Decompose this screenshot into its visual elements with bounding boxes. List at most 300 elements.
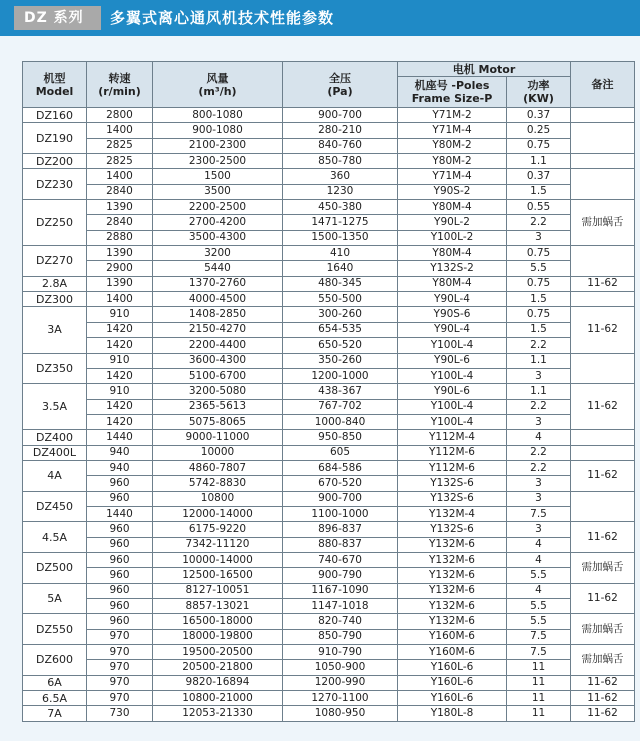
- speed-cell: 940: [87, 445, 153, 460]
- column-header-speed-unit: (r/min): [98, 84, 141, 98]
- pressure-cell: 1500-1350: [283, 230, 398, 245]
- frame-cell: Y71M-4: [398, 123, 507, 138]
- table-row: [23, 568, 635, 583]
- model-cell: DZ550: [23, 614, 87, 645]
- column-header-power: [507, 77, 571, 108]
- frame-cell: Y132S-2: [398, 261, 507, 276]
- power-cell: 7.5: [507, 506, 571, 521]
- airflow-cell: 800-1080: [153, 108, 283, 123]
- pressure-cell: 684-586: [283, 460, 398, 475]
- remark-cell: 11-62: [571, 307, 635, 353]
- model-cell: 4A: [23, 460, 87, 491]
- table-row: [23, 307, 635, 322]
- pressure-cell: 1147-1018: [283, 599, 398, 614]
- speed-cell: 730: [87, 706, 153, 721]
- table-row: [23, 522, 635, 537]
- header-bar: [0, 0, 640, 36]
- power-cell: 3: [507, 491, 571, 506]
- table-row: [23, 384, 635, 399]
- column-header-frame-en: Frame Size-P: [411, 92, 493, 105]
- pressure-cell: 1000-840: [283, 414, 398, 429]
- airflow-cell: 8857-13021: [153, 599, 283, 614]
- power-cell: 0.37: [507, 108, 571, 123]
- airflow-cell: 5075-8065: [153, 414, 283, 429]
- spec-table-container: [22, 61, 635, 722]
- table-row: [23, 123, 635, 138]
- spec-table: [22, 61, 635, 722]
- remark-cell: 11-62: [571, 706, 635, 721]
- power-cell: 1.5: [507, 292, 571, 307]
- model-cell: DZ600: [23, 645, 87, 676]
- pressure-cell: 820-740: [283, 614, 398, 629]
- model-cell: 7A: [23, 706, 87, 721]
- airflow-cell: 12000-14000: [153, 506, 283, 521]
- frame-cell: Y100L-4: [398, 399, 507, 414]
- table-row: [23, 338, 635, 353]
- speed-cell: 1420: [87, 322, 153, 337]
- frame-cell: Y160M-6: [398, 645, 507, 660]
- model-cell: 2.8A: [23, 276, 87, 291]
- frame-cell: Y80M-2: [398, 154, 507, 169]
- power-cell: 3: [507, 522, 571, 537]
- table-row: [23, 460, 635, 475]
- power-cell: 1.1: [507, 353, 571, 368]
- speed-cell: 960: [87, 583, 153, 598]
- airflow-cell: 4000-4500: [153, 292, 283, 307]
- frame-cell: Y132M-4: [398, 506, 507, 521]
- column-header-model: [23, 62, 87, 108]
- pressure-cell: 438-367: [283, 384, 398, 399]
- airflow-cell: 3500: [153, 184, 283, 199]
- airflow-cell: 12500-16500: [153, 568, 283, 583]
- frame-cell: Y80M-2: [398, 138, 507, 153]
- airflow-cell: 3500-4300: [153, 230, 283, 245]
- column-header-airflow: [153, 62, 283, 108]
- airflow-cell: 2100-2300: [153, 138, 283, 153]
- airflow-cell: 6175-9220: [153, 522, 283, 537]
- power-cell: 5.5: [507, 599, 571, 614]
- power-cell: 7.5: [507, 645, 571, 660]
- table-row: [23, 215, 635, 230]
- speed-cell: 2840: [87, 184, 153, 199]
- pressure-cell: 410: [283, 246, 398, 261]
- table-row: [23, 200, 635, 215]
- table-row: [23, 629, 635, 644]
- frame-cell: Y71M-2: [398, 108, 507, 123]
- frame-cell: Y71M-4: [398, 169, 507, 184]
- speed-cell: 910: [87, 307, 153, 322]
- power-cell: 0.25: [507, 123, 571, 138]
- pressure-cell: 1640: [283, 261, 398, 276]
- airflow-cell: 2700-4200: [153, 215, 283, 230]
- table-row: [23, 476, 635, 491]
- remark-cell: 需加蜗舌: [571, 614, 635, 645]
- speed-cell: 960: [87, 614, 153, 629]
- power-cell: 2.2: [507, 215, 571, 230]
- table-row: [23, 445, 635, 460]
- power-cell: 4: [507, 583, 571, 598]
- speed-cell: 960: [87, 522, 153, 537]
- frame-cell: Y90S-6: [398, 307, 507, 322]
- speed-cell: 960: [87, 537, 153, 552]
- model-cell: DZ160: [23, 108, 87, 123]
- power-cell: 0.75: [507, 138, 571, 153]
- remark-cell: 11-62: [571, 276, 635, 291]
- power-cell: 2.2: [507, 399, 571, 414]
- airflow-cell: 5440: [153, 261, 283, 276]
- speed-cell: 970: [87, 675, 153, 690]
- airflow-cell: 8127-10051: [153, 583, 283, 598]
- speed-cell: 960: [87, 476, 153, 491]
- model-cell: 3A: [23, 307, 87, 353]
- pressure-cell: 950-850: [283, 430, 398, 445]
- airflow-cell: 2150-4270: [153, 322, 283, 337]
- airflow-cell: 18000-19800: [153, 629, 283, 644]
- airflow-cell: 9820-16894: [153, 675, 283, 690]
- pressure-cell: 1080-950: [283, 706, 398, 721]
- pressure-cell: 1471-1275: [283, 215, 398, 230]
- speed-cell: 1390: [87, 276, 153, 291]
- remark-cell: [571, 445, 635, 460]
- column-header-model-cn: 机型: [43, 71, 66, 85]
- airflow-cell: 5100-6700: [153, 368, 283, 383]
- table-row: [23, 368, 635, 383]
- speed-cell: 960: [87, 599, 153, 614]
- pressure-cell: 1167-1090: [283, 583, 398, 598]
- model-cell: DZ400: [23, 430, 87, 445]
- frame-cell: Y112M-6: [398, 445, 507, 460]
- pressure-cell: 350-260: [283, 353, 398, 368]
- power-cell: 2.2: [507, 338, 571, 353]
- power-cell: 11: [507, 706, 571, 721]
- pressure-cell: 670-520: [283, 476, 398, 491]
- series-label: DZ 系列: [14, 6, 101, 30]
- table-header: [23, 62, 635, 108]
- airflow-cell: 10800-21000: [153, 691, 283, 706]
- frame-cell: Y132M-6: [398, 568, 507, 583]
- model-cell: 4.5A: [23, 522, 87, 553]
- speed-cell: 1440: [87, 506, 153, 521]
- column-header-power-cn: 功率: [527, 79, 550, 92]
- model-cell: DZ270: [23, 246, 87, 277]
- airflow-cell: 3200-5080: [153, 384, 283, 399]
- speed-cell: 1390: [87, 246, 153, 261]
- remark-cell: 11-62: [571, 691, 635, 706]
- remark-cell: [571, 353, 635, 384]
- frame-cell: Y160L-6: [398, 660, 507, 675]
- airflow-cell: 5742-8830: [153, 476, 283, 491]
- power-cell: 2.2: [507, 445, 571, 460]
- pressure-cell: 767-702: [283, 399, 398, 414]
- power-cell: 1.5: [507, 322, 571, 337]
- power-cell: 1.1: [507, 154, 571, 169]
- table-row: [23, 660, 635, 675]
- speed-cell: 2825: [87, 138, 153, 153]
- remark-cell: 11-62: [571, 522, 635, 553]
- table-row: [23, 583, 635, 598]
- column-header-speed: [87, 62, 153, 108]
- power-cell: 1.5: [507, 184, 571, 199]
- frame-cell: Y132S-6: [398, 476, 507, 491]
- power-cell: 3: [507, 414, 571, 429]
- frame-cell: Y100L-2: [398, 230, 507, 245]
- frame-cell: Y100L-4: [398, 414, 507, 429]
- speed-cell: 1400: [87, 123, 153, 138]
- table-row: [23, 691, 635, 706]
- speed-cell: 940: [87, 460, 153, 475]
- table-row: [23, 430, 635, 445]
- speed-cell: 910: [87, 384, 153, 399]
- speed-cell: 960: [87, 491, 153, 506]
- table-row: [23, 292, 635, 307]
- frame-cell: Y132S-6: [398, 491, 507, 506]
- pressure-cell: 480-345: [283, 276, 398, 291]
- remark-cell: [571, 154, 635, 169]
- pressure-cell: 900-700: [283, 108, 398, 123]
- table-row: [23, 599, 635, 614]
- speed-cell: 970: [87, 691, 153, 706]
- pressure-cell: 1200-1000: [283, 368, 398, 383]
- table-row: [23, 230, 635, 245]
- pressure-cell: 910-790: [283, 645, 398, 660]
- power-cell: 0.55: [507, 200, 571, 215]
- airflow-cell: 1408-2850: [153, 307, 283, 322]
- airflow-cell: 3200: [153, 246, 283, 261]
- airflow-cell: 2200-4400: [153, 338, 283, 353]
- speed-cell: 2900: [87, 261, 153, 276]
- frame-cell: Y90L-2: [398, 215, 507, 230]
- airflow-cell: 19500-20500: [153, 645, 283, 660]
- frame-cell: Y132M-6: [398, 583, 507, 598]
- airflow-cell: 1370-2760: [153, 276, 283, 291]
- power-cell: 11: [507, 660, 571, 675]
- power-cell: 3: [507, 230, 571, 245]
- frame-cell: Y90L-4: [398, 292, 507, 307]
- column-header-remark: 备注: [571, 62, 635, 108]
- airflow-cell: 10000: [153, 445, 283, 460]
- pressure-cell: 550-500: [283, 292, 398, 307]
- page-title: 多翼式离心通风机技术性能参数: [110, 9, 335, 27]
- table-row: [23, 184, 635, 199]
- speed-cell: 2880: [87, 230, 153, 245]
- power-cell: 3: [507, 476, 571, 491]
- speed-cell: 1400: [87, 169, 153, 184]
- table-row: [23, 537, 635, 552]
- table-row: [23, 506, 635, 521]
- airflow-cell: 2200-2500: [153, 200, 283, 215]
- power-cell: 0.37: [507, 169, 571, 184]
- frame-cell: Y132M-6: [398, 537, 507, 552]
- speed-cell: 1420: [87, 414, 153, 429]
- column-header-pressure: [283, 62, 398, 108]
- table-row: [23, 261, 635, 276]
- pressure-cell: 740-670: [283, 552, 398, 567]
- column-header-frame: [398, 77, 507, 108]
- speed-cell: 1420: [87, 338, 153, 353]
- frame-cell: Y90L-6: [398, 353, 507, 368]
- frame-cell: Y132M-6: [398, 614, 507, 629]
- airflow-cell: 3600-4300: [153, 353, 283, 368]
- pressure-cell: 900-700: [283, 491, 398, 506]
- power-cell: 4: [507, 430, 571, 445]
- model-cell: DZ250: [23, 200, 87, 246]
- table-row: [23, 322, 635, 337]
- power-cell: 2.2: [507, 460, 571, 475]
- table-row: [23, 154, 635, 169]
- table-row: [23, 138, 635, 153]
- frame-cell: Y100L-4: [398, 338, 507, 353]
- column-header-airflow-unit: (m³/h): [198, 84, 237, 98]
- frame-cell: Y112M-4: [398, 430, 507, 445]
- remark-cell: 11-62: [571, 583, 635, 614]
- power-cell: 11: [507, 675, 571, 690]
- pressure-cell: 900-790: [283, 568, 398, 583]
- speed-cell: 970: [87, 645, 153, 660]
- model-cell: DZ450: [23, 491, 87, 522]
- remark-cell: [571, 491, 635, 522]
- remark-cell: [571, 430, 635, 445]
- column-header-airflow-cn: 风量: [206, 71, 229, 85]
- pressure-cell: 605: [283, 445, 398, 460]
- airflow-cell: 2365-5613: [153, 399, 283, 414]
- pressure-cell: 654-535: [283, 322, 398, 337]
- remark-cell: [571, 246, 635, 277]
- speed-cell: 2800: [87, 108, 153, 123]
- remark-cell: 11-62: [571, 675, 635, 690]
- table-row: [23, 414, 635, 429]
- power-cell: 3: [507, 368, 571, 383]
- table-row: [23, 169, 635, 184]
- frame-cell: Y90L-6: [398, 384, 507, 399]
- airflow-cell: 2300-2500: [153, 154, 283, 169]
- model-cell: 6.5A: [23, 691, 87, 706]
- frame-cell: Y160M-6: [398, 629, 507, 644]
- remark-cell: 需加蜗舌: [571, 200, 635, 246]
- airflow-cell: 900-1080: [153, 123, 283, 138]
- speed-cell: 1400: [87, 292, 153, 307]
- pressure-cell: 360: [283, 169, 398, 184]
- pressure-cell: 1200-990: [283, 675, 398, 690]
- speed-cell: 970: [87, 629, 153, 644]
- table-row: [23, 276, 635, 291]
- speed-cell: 960: [87, 552, 153, 567]
- frame-cell: Y90S-2: [398, 184, 507, 199]
- speed-cell: 2825: [87, 154, 153, 169]
- airflow-cell: 12053-21330: [153, 706, 283, 721]
- model-cell: DZ500: [23, 552, 87, 583]
- power-cell: 7.5: [507, 629, 571, 644]
- table-row: [23, 353, 635, 368]
- column-header-speed-cn: 转速: [108, 71, 131, 85]
- frame-cell: Y80M-4: [398, 200, 507, 215]
- airflow-cell: 20500-21800: [153, 660, 283, 675]
- pressure-cell: 300-260: [283, 307, 398, 322]
- power-cell: 0.75: [507, 307, 571, 322]
- power-cell: 4: [507, 552, 571, 567]
- frame-cell: Y80M-4: [398, 276, 507, 291]
- frame-cell: Y132M-6: [398, 552, 507, 567]
- speed-cell: 2840: [87, 215, 153, 230]
- airflow-cell: 1500: [153, 169, 283, 184]
- column-header-motor: 电机 Motor: [398, 62, 571, 77]
- pressure-cell: 850-790: [283, 629, 398, 644]
- pressure-cell: 1100-1000: [283, 506, 398, 521]
- table-row: [23, 552, 635, 567]
- speed-cell: 910: [87, 353, 153, 368]
- frame-cell: Y160L-6: [398, 691, 507, 706]
- column-header-pressure-cn: 全压: [329, 71, 351, 85]
- model-cell: DZ230: [23, 169, 87, 200]
- pressure-cell: 450-380: [283, 200, 398, 215]
- speed-cell: 970: [87, 660, 153, 675]
- airflow-cell: 7342-11120: [153, 537, 283, 552]
- frame-cell: Y80M-4: [398, 246, 507, 261]
- table-row: [23, 614, 635, 629]
- power-cell: 11: [507, 691, 571, 706]
- remark-cell: [571, 123, 635, 154]
- frame-cell: Y132S-6: [398, 522, 507, 537]
- power-cell: 1.1: [507, 384, 571, 399]
- power-cell: 0.75: [507, 246, 571, 261]
- model-cell: DZ200: [23, 154, 87, 169]
- power-cell: 0.75: [507, 276, 571, 291]
- table-row: [23, 246, 635, 261]
- pressure-cell: 880-837: [283, 537, 398, 552]
- airflow-cell: 4860-7807: [153, 460, 283, 475]
- model-cell: 6A: [23, 675, 87, 690]
- frame-cell: Y90L-4: [398, 322, 507, 337]
- speed-cell: 1420: [87, 399, 153, 414]
- pressure-cell: 280-210: [283, 123, 398, 138]
- remark-cell: 需加蜗舌: [571, 552, 635, 583]
- remark-cell: [571, 108, 635, 123]
- pressure-cell: 650-520: [283, 338, 398, 353]
- table-row: [23, 399, 635, 414]
- remark-cell: 11-62: [571, 460, 635, 491]
- frame-cell: Y160L-6: [398, 675, 507, 690]
- pressure-cell: 1230: [283, 184, 398, 199]
- table-row: [23, 675, 635, 690]
- airflow-cell: 16500-18000: [153, 614, 283, 629]
- column-header-power-unit: (KW): [523, 92, 554, 105]
- model-cell: DZ300: [23, 292, 87, 307]
- speed-cell: 1390: [87, 200, 153, 215]
- column-header-pressure-unit: (Pa): [327, 84, 353, 98]
- table-row: [23, 491, 635, 506]
- airflow-cell: 9000-11000: [153, 430, 283, 445]
- model-cell: DZ190: [23, 123, 87, 154]
- table-row: [23, 108, 635, 123]
- model-cell: DZ350: [23, 353, 87, 384]
- column-header-frame-cn: 机座号 -Poles: [414, 79, 490, 92]
- frame-cell: Y132M-6: [398, 599, 507, 614]
- airflow-cell: 10000-14000: [153, 552, 283, 567]
- frame-cell: Y112M-6: [398, 460, 507, 475]
- speed-cell: 1440: [87, 430, 153, 445]
- pressure-cell: 1270-1100: [283, 691, 398, 706]
- remark-cell: 11-62: [571, 384, 635, 430]
- speed-cell: 1420: [87, 368, 153, 383]
- pressure-cell: 896-837: [283, 522, 398, 537]
- power-cell: 5.5: [507, 568, 571, 583]
- pressure-cell: 850-780: [283, 154, 398, 169]
- table-row: [23, 706, 635, 721]
- remark-cell: [571, 292, 635, 307]
- power-cell: 4: [507, 537, 571, 552]
- frame-cell: Y100L-4: [398, 368, 507, 383]
- column-header-model-en: Model: [35, 84, 74, 98]
- remark-cell: 需加蜗舌: [571, 645, 635, 676]
